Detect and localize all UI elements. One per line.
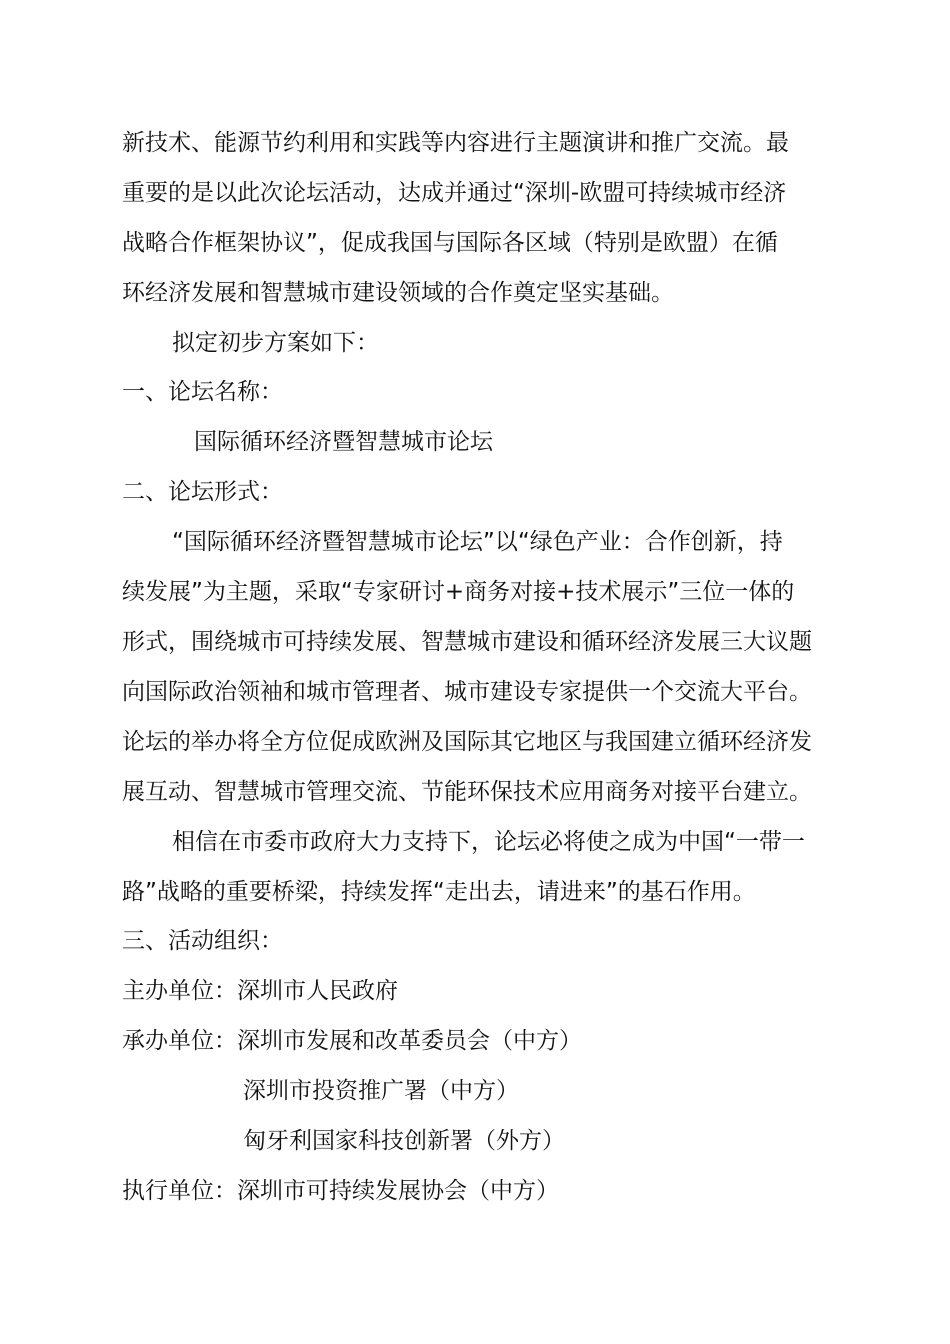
section-1-heading: 一、论坛名称： [122,379,283,405]
format-line-5: 论坛的举办将全方位促成欧洲及国际其它地区与我国建立循环经济发 [122,729,812,755]
intro-line-2: 重要的是以此次论坛活动，达成并通过“深圳-欧盟可持续城市经济 [122,180,787,206]
format-line-4: 向国际政治领袖和城市管理者、城市建设专家提供一个交流大平台。 [122,679,812,705]
organizer-unit-3: 匈牙利国家科技创新署（外方） [243,1128,565,1154]
plan-intro: 拟定初步方案如下： [172,330,379,356]
executor-unit: 执行单位：深圳市可持续发展协会（中方） [122,1178,559,1204]
intro-line-3: 战略合作框架协议”，促成我国与国际各区域（特别是欧盟）在循 [122,230,778,256]
organizer-unit-1: 承办单位：深圳市发展和改革委员会（中方） [122,1028,582,1054]
section-2-heading: 二、论坛形式： [122,479,283,505]
format-line-3: 形式，围绕城市可持续发展、智慧城市建设和循环经济发展三大议题 [122,629,812,655]
intro-line-1: 新技术、能源节约利用和实践等内容进行主题演讲和推广交流。最 [122,130,789,156]
support-line-1: 相信在市委市政府大力支持下，论坛必将使之成为中国“一带一 [172,829,805,855]
host-unit: 主办单位：深圳市人民政府 [122,978,398,1004]
format-line-6: 展互动、智慧城市管理交流、节能环保技术应用商务对接平台建立。 [122,779,812,805]
forum-name: 国际循环经济暨智慧城市论坛 [194,429,493,455]
format-line-1: “国际循环经济暨智慧城市论坛”以“绿色产业：合作创新，持 [172,529,783,555]
format-line-2: 续发展”为主题，采取“专家研讨+商务对接+技术展示”三位一体的 [122,579,795,605]
intro-line-4: 环经济发展和智慧城市建设领域的合作奠定坚实基础。 [122,280,674,306]
organizer-unit-2: 深圳市投资推广署（中方） [243,1078,519,1104]
section-3-heading: 三、活动组织： [122,928,283,954]
support-line-2: 路”战略的重要桥梁，持续发挥“走出去，请进来”的基石作用。 [122,879,756,905]
